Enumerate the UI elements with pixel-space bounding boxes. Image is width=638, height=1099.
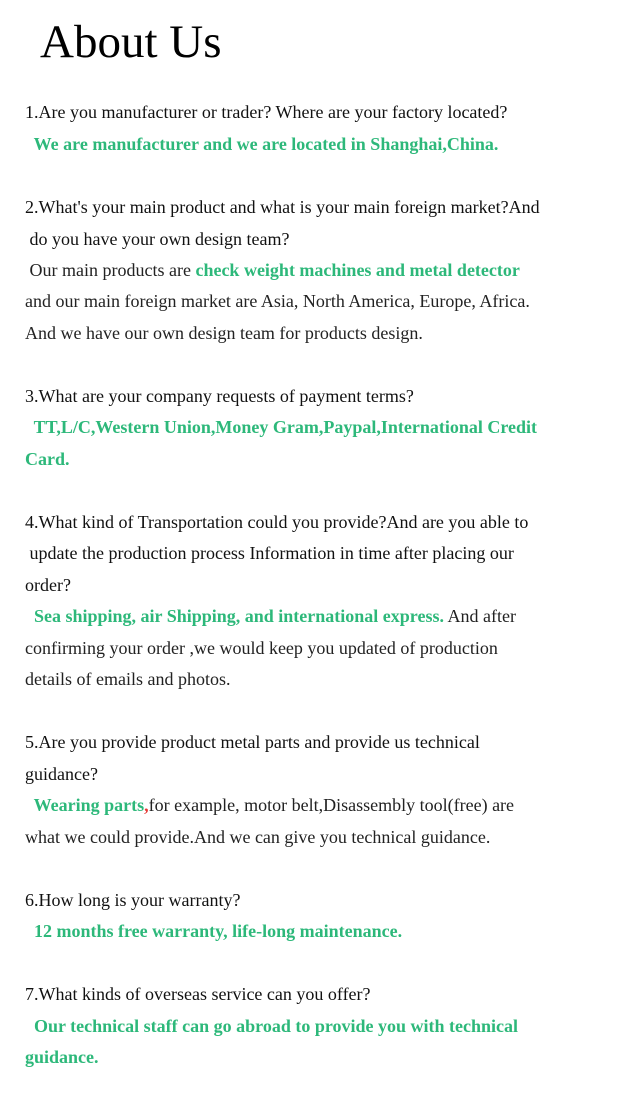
- faq-answer-2-intro: Our main products are: [25, 260, 196, 280]
- faq-answer-5-line-1: [25, 794, 514, 817]
- faq-answer-5-comma: ,: [144, 795, 149, 815]
- page-title: About Us: [40, 16, 222, 68]
- faq-answer-2-products: check weight machines and metal detector: [195, 260, 520, 280]
- faq-answer-7-line-2: guidance.: [25, 1047, 99, 1067]
- faq-answer-5-parts: Wearing parts: [25, 795, 145, 815]
- faq-question-2-line-2: do you have your own design team?: [25, 229, 290, 249]
- faq-question-4-line-3: order?: [25, 575, 71, 595]
- faq-answer-6: 12 months free warranty, life-long maintenance.: [25, 921, 403, 941]
- faq-question-1: 1.Are you manufacturer or trader? Where are your factory located?: [25, 102, 508, 122]
- faq-answer-4-shipping: Sea shipping, air Shipping, and international express.: [25, 606, 444, 626]
- faq-answer-5-line-2: what we could provide.And we can give you technical guidance.: [25, 827, 491, 847]
- faq-answer-5-details: for example, motor belt,Disassembly tool(free) are: [148, 795, 515, 815]
- faq-answer-7-line-1: Our technical staff can go abroad to provide you with technical: [25, 1016, 519, 1036]
- faq-answer-2-line-3: And we have our own design team for products design.: [25, 323, 423, 343]
- faq-answer-4-line-2: confirming your order ,we would keep you updated of production: [25, 638, 498, 658]
- faq-answer-2-line-1: [25, 259, 520, 282]
- faq-answer-3-line-2: Card.: [25, 449, 70, 469]
- faq-question-6: 6.How long is your warranty?: [25, 890, 241, 910]
- faq-question-7: 7.What kinds of overseas service can you offer?: [25, 984, 371, 1004]
- faq-question-5-line-1: 5.Are you provide product metal parts and provide us technical: [25, 732, 480, 752]
- faq-answer-4-continuation: And after: [443, 606, 516, 626]
- faq-question-3: 3.What are your company requests of payment terms?: [25, 386, 414, 406]
- faq-answer-4-line-3: details of emails and photos.: [25, 669, 231, 689]
- faq-question-4-line-1: 4.What kind of Transportation could you provide?And are you able to: [25, 512, 529, 532]
- faq-question-4-line-2: update the production process Information in time after placing our: [25, 543, 514, 563]
- faq-question-2-line-1: 2.What's your main product and what is your main foreign market?And: [25, 197, 540, 217]
- faq-question-5-line-2: guidance?: [25, 764, 98, 784]
- faq-answer-1: We are manufacturer and we are located in Shanghai,China.: [25, 134, 499, 154]
- faq-answer-3-line-1: TT,L/C,Western Union,Money Gram,Paypal,International Credit: [25, 417, 538, 437]
- faq-answer-2-line-2: and our main foreign market are Asia, North America, Europe, Africa.: [25, 291, 530, 311]
- faq-answer-4-line-1: [25, 605, 516, 628]
